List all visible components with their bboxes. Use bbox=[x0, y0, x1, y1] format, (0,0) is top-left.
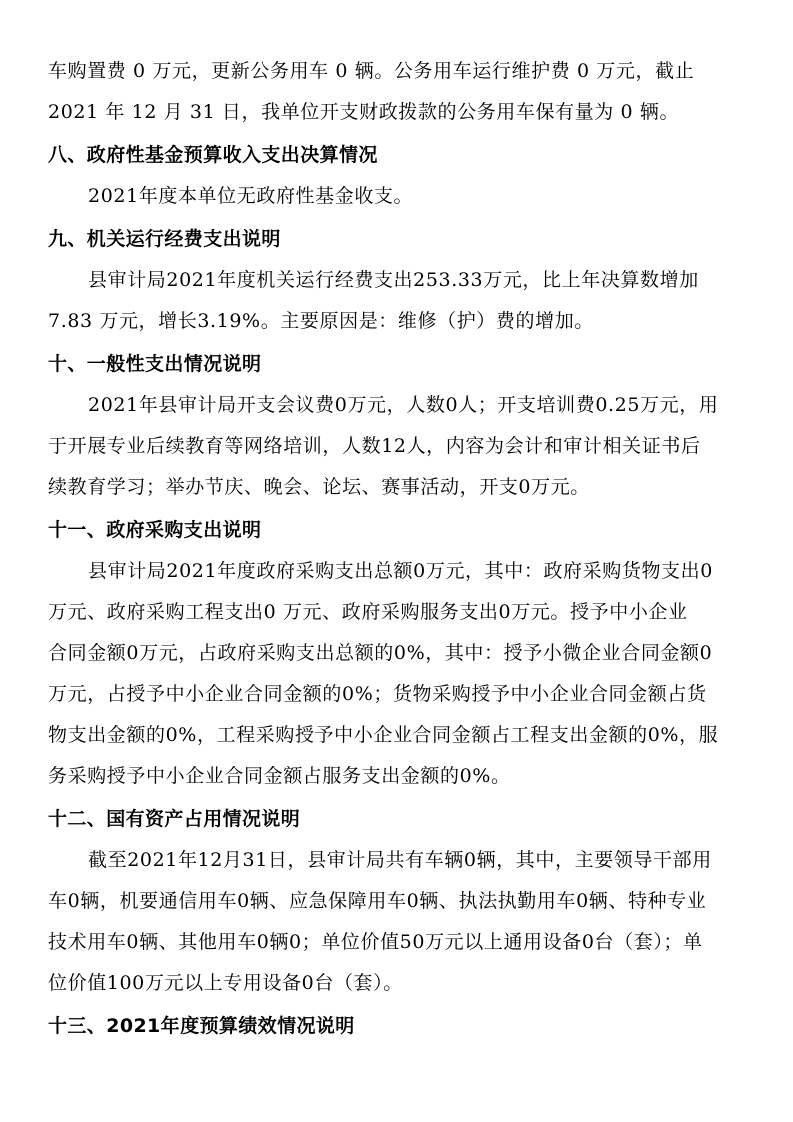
paragraph-line: 7.83 万元，增长3.19%。主要原因是：维修（护）费的增加。 bbox=[48, 310, 594, 332]
paragraph-line: 截至2021年12月31日，县审计局共有车辆0辆，其中，主要领导干部用 bbox=[88, 849, 712, 871]
paragraph-line: 务采购授予中小企业合同金额占服务支出金额的0%。 bbox=[48, 765, 511, 787]
paragraph-line: 2021 年 12 月 31 日，我单位开支财政拨款的公务用车保有量为 0 辆。 bbox=[48, 101, 680, 123]
paragraph-line: 车0辆，机要通信用车0辆、应急保障用车0辆、执法执勤用车0辆、特种专业 bbox=[48, 890, 707, 912]
paragraph-line: 于开展专业后续教育等网络培训，人数12人，内容为会计和审计相关证书后 bbox=[48, 435, 701, 457]
section-heading-12: 十二、国有资产占用情况说明 bbox=[48, 808, 301, 830]
section-heading-11: 十一、政府采购支出说明 bbox=[48, 519, 262, 541]
paragraph-line: 物支出金额的0%，工程采购授予中小企业合同金额占工程支出金额的0%，服 bbox=[48, 724, 719, 746]
section-heading-13: 十三、2021年度预算绩效情况说明 bbox=[48, 1015, 355, 1037]
paragraph-line: 位价值100万元以上专用设备0台（套）。 bbox=[48, 972, 403, 994]
paragraph-line: 车购置费 0 万元，更新公务用车 0 辆。公务用车运行维护费 0 万元，截止 bbox=[48, 60, 695, 82]
section-heading-8: 八、政府性基金预算收入支出决算情况 bbox=[48, 144, 378, 166]
section-heading-9: 九、机关运行经费支出说明 bbox=[48, 228, 281, 250]
paragraph-line: 2021年度本单位无政府性基金收支。 bbox=[88, 185, 414, 207]
paragraph-line: 县审计局2021年度机关运行经费支出253.33万元，比上年决算数增加 bbox=[88, 269, 699, 291]
paragraph-line: 万元，占授予中小企业合同金额的0%；货物采购授予中小企业合同金额占货 bbox=[48, 683, 707, 705]
paragraph-line: 县审计局2021年度政府采购支出总额0万元，其中：政府采购货物支出0 bbox=[88, 560, 713, 582]
paragraph-line: 合同金额0万元，占政府采购支出总额的0%，其中：授予小微企业合同金额0 bbox=[48, 642, 713, 664]
paragraph-line: 2021年县审计局开支会议费0万元，人数0人；开支培训费0.25万元，用 bbox=[88, 394, 719, 416]
paragraph-line: 续教育学习；举办节庆、晚会、论坛、赛事活动，开支0万元。 bbox=[48, 476, 590, 498]
paragraph-line: 技术用车0辆、其他用车0辆0；单位价值50万元以上通用设备0台（套）；单 bbox=[48, 931, 703, 953]
paragraph-line: 万元、政府采购工程支出0 万元、政府采购服务支出0万元。授予中小企业 bbox=[48, 601, 688, 623]
section-heading-10: 十、一般性支出情况说明 bbox=[48, 353, 262, 375]
